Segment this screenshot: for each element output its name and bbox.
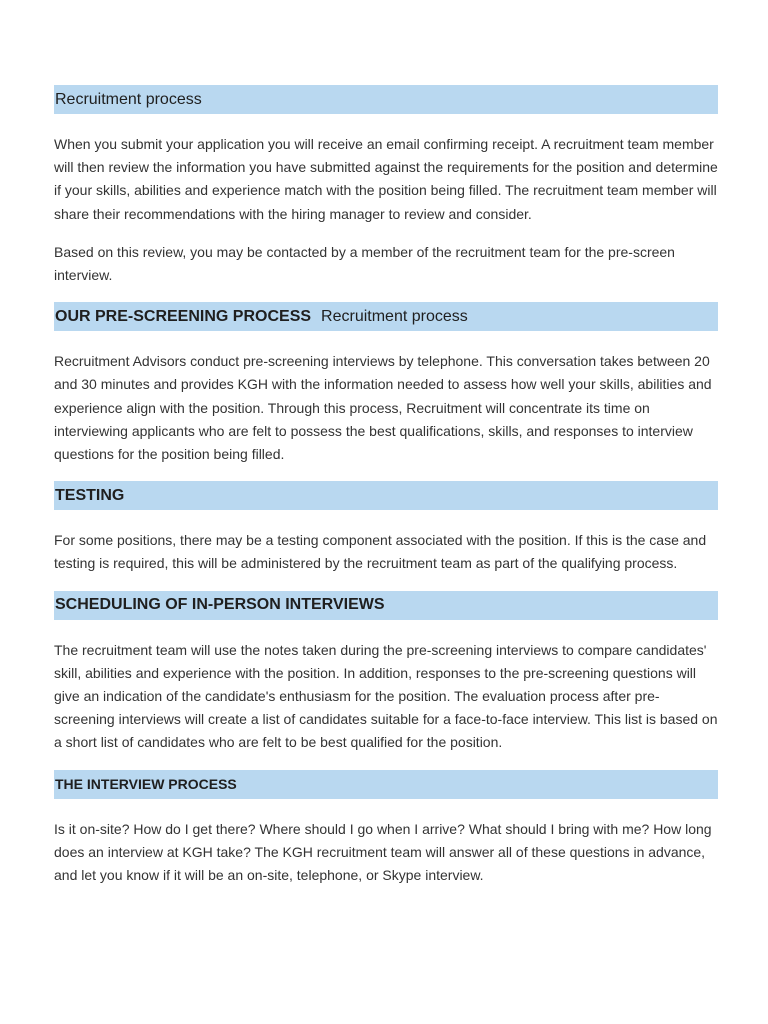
paragraph: Recruitment Advisors conduct pre-screening interviews by telephone. This conversation takes between 20 and 30 minutes and provides KGH with the information needed to assess how well your skills, abilities and experience align with the position. Through this process, Recruitment will concentrate its time on interviewing applicants who are felt to possess the best qualifications, skills, and responses to interview questions for the position being filled. [54, 353, 712, 463]
section-title: Recruitment process [55, 90, 202, 108]
paragraph: For some positions, there may be a testing component associated with the position. If this is the case and testing is required, this will be administered by the recruitment team as part of the qualifying process. [54, 532, 707, 572]
section-heading-pre-screening [54, 302, 718, 331]
paragraph: When you submit your application you will receive an email confirming receipt. A recruitment team member will then review the information you have submitted against the requirements for the position and determine if your skills, abilities and experience match with the position being filled. The recruitment team member will share their recommendations with the hiring manager to review and consider. [54, 136, 718, 222]
section-heading-recruitment-process [54, 85, 718, 114]
section-title: SCHEDULING OF IN-PERSON INTERVIEWS [55, 596, 385, 614]
section-title-suffix: Recruitment process [321, 307, 468, 325]
section-heading-testing [54, 481, 718, 510]
section-title: TESTING [55, 486, 125, 504]
section-title: OUR PRE-SCREENING PROCESS [55, 307, 312, 325]
section-heading-scheduling [54, 591, 718, 620]
document-content [54, 85, 718, 887]
section-heading-interview-process [54, 770, 718, 799]
paragraph: The recruitment team will use the notes taken during the pre-screening interviews to compare candidates' skill, abilities and experience with the position. In addition, responses to the pre-screening questions will give an indication of the candidate's enthusiasm for the position. The evaluation process after pre-screening interviews will create a list of candidates suitable for a face-to-face interview. This list is based on a short list of candidates who are felt to be best qualified for the position. [54, 641, 718, 751]
paragraph: Based on this review, you may be contacted by a member of the recruitment team for the pre-screen interview. [54, 243, 675, 284]
section-title: THE INTERVIEW PROCESS [55, 776, 237, 793]
paragraph: Is it on-site? How do I get there? Where should I go when I arrive? What should I bring with me? How long does an interview at KGH take? The KGH recruitment team will answer all of these questions in advance, and let you know if it will be an on-site, telephone, or Skype interview. [54, 820, 712, 884]
